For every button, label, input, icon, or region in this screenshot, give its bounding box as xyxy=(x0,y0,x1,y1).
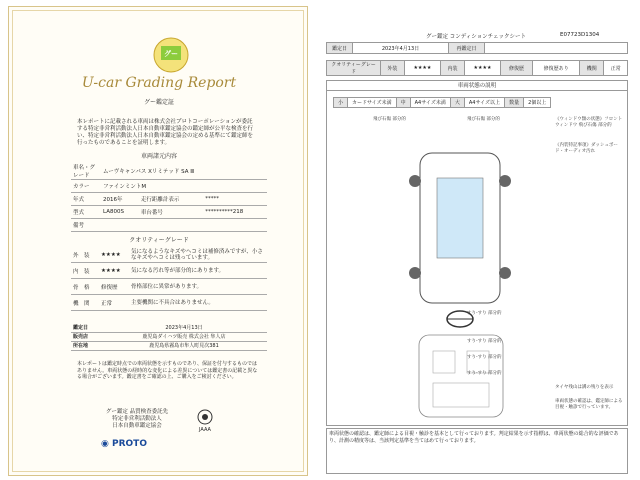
window-note: 《ウィンドウ類の状態》フロントウィンドウ 飛び石傷 部分的 xyxy=(555,117,623,128)
quality-section-title: クオリティーグレード xyxy=(129,237,189,244)
engine-label: 機関 xyxy=(580,61,604,76)
frame-value: 修復歴あり xyxy=(532,61,580,76)
goo-kantei-logo-icon xyxy=(153,37,189,73)
damage-note: 飛び石傷 部分的 xyxy=(467,117,500,122)
jaaa-logo xyxy=(185,409,225,433)
name-value: ムーヴキャンバス Xリミテッド SA Ⅲ xyxy=(101,163,267,180)
quality-row xyxy=(71,279,267,295)
interior-note: 《内装特記事項》ダッシュボード・オーディオ汚れ xyxy=(555,143,618,154)
year-value: 2016年 xyxy=(101,193,139,206)
inspection-date-label: 鑑定日 xyxy=(71,323,101,332)
name-label: 車名・グレード xyxy=(71,163,101,180)
association-name: グー鑑定 品質検査委託先 特定非営利活動法人 日本自動車鑑定協会 xyxy=(105,409,169,429)
damage-note: すり-すり 部分的 xyxy=(467,339,502,344)
remarks-label: 備考 xyxy=(71,219,101,232)
size-label: 小 xyxy=(334,98,348,107)
interior-label: 内装 xyxy=(441,61,465,76)
model-value: LA800S xyxy=(101,206,139,219)
report-title: U-car Grading Report xyxy=(81,75,237,91)
sheet-date-label: 鑑定日 xyxy=(327,43,353,54)
quality-row xyxy=(71,247,267,263)
car-top-view-icon xyxy=(395,143,525,323)
quality-label: 機 関 xyxy=(73,300,90,307)
vehicle-condition-diagram xyxy=(326,80,628,426)
model-label: 型式 xyxy=(71,206,101,219)
color-value: ファインミントM xyxy=(101,180,267,193)
frame-label: 修復歴 xyxy=(501,61,533,76)
sheet-header-table xyxy=(326,42,628,54)
tire-note: タイヤ残山は溝の残りを表示 xyxy=(555,385,614,390)
quality-text: 骨格部位に異常があります。 xyxy=(131,283,203,290)
quality-text: 気になる汚れ等が部分的にあります。 xyxy=(131,267,225,274)
diagram-title: 車両状態の説明 xyxy=(327,81,627,91)
vehicle-section-title: 車両諸元内容 xyxy=(140,153,177,160)
certificate-subtitle: グー鑑定証 xyxy=(143,99,174,106)
quality-stars: 修復歴 xyxy=(101,284,118,291)
jaaa-label: JAAA xyxy=(199,427,211,433)
sheet-bottom-note: 車両状態の確認は、鑑定師による目視・触診を基本として行っております。判定結果を示す指標は、車両状態の総合的な評価であり、計測の精度等は、当該判定基準を当てはめて行っております。 xyxy=(326,428,628,474)
quality-label: 骨 格 xyxy=(73,284,90,291)
vehicle-info-table xyxy=(71,163,267,232)
damage-note: すり-すり 部分的 xyxy=(467,355,502,360)
proto-logo xyxy=(101,439,147,449)
inspection-info-table xyxy=(71,323,267,351)
engine-value: 正常 xyxy=(604,61,628,76)
jaaa-emblem-icon xyxy=(197,409,213,425)
exterior-label: 外装 xyxy=(381,61,405,76)
svg-text:グー: グー xyxy=(164,50,178,58)
grading-certificate xyxy=(8,6,308,476)
certificate-intro: 本レポートに記載される車両は株式会社プロトコーポレーションが委託する特定非営利活動法人日本自動車鑑定協会の鑑定師が公平な検査を行い、特定非営利活動法人日本自動車鑑定協会の定める基準にて鑑定師を行ったものであることを証明します。 xyxy=(77,119,254,146)
damage-note: すり-すり 部分的 xyxy=(467,311,502,316)
address-value: 鹿児島県霧島市隼人町見次381 xyxy=(101,341,267,350)
size-label: 大 xyxy=(451,98,465,107)
grade-table xyxy=(326,60,628,76)
sheet-recheck-label: 再鑑定日 xyxy=(449,43,485,54)
quality-stars: ★★★★ xyxy=(101,251,121,258)
proto-logo-icon: ◉ xyxy=(101,439,109,449)
sheet-title: グー鑑定 コンディションチェックシート xyxy=(425,34,527,40)
quality-label: 内 装 xyxy=(73,268,90,275)
exterior-value: ★★★★ xyxy=(404,61,440,76)
quality-row xyxy=(71,295,267,311)
dealer-value: 鹿児島ダイハツ販売 株式会社 隼人店 xyxy=(101,332,267,341)
sheet-date-value: 2023年4月13日 xyxy=(353,43,449,54)
quality-text: 主要機関に不具合はありません。 xyxy=(131,299,214,306)
quality-grade-list xyxy=(71,247,267,311)
quality-label: 外 装 xyxy=(73,252,90,259)
chassis-label: 車台番号 xyxy=(139,206,203,219)
size-value: 2個以上 xyxy=(528,100,547,106)
quality-text: 気になるようなキズやヘコミは補修済みですが、小さなキズやヘコミは残っています。 xyxy=(131,248,263,261)
certificate-footnote: 本レポートは鑑定時点での車両状態を示すものであり、保証を付与するものではありません。車両状態の経時的な変化による差異については鑑定書の記載と異なる場合がございます。鑑定書をご確認の上、ご購入をご検討ください。 xyxy=(77,361,258,380)
size-value: カードサイズ未満 xyxy=(348,98,397,107)
inspection-method-note: 車両状態の確認は、鑑定師による目視・触診で行っています。 xyxy=(555,399,623,410)
size-label: 数量 xyxy=(505,98,524,107)
damage-note: 飛び石傷 部分的 xyxy=(373,117,406,122)
sheet-recheck-value xyxy=(485,43,628,54)
sheet-doc-id: E07723D1304 xyxy=(560,32,600,38)
proto-label: PROTO xyxy=(112,439,147,449)
mileage-label: 走行距離計表示 xyxy=(139,193,203,206)
quality-stars: 正常 xyxy=(101,300,113,307)
quality-row xyxy=(71,263,267,279)
dealer-label: 販売店 xyxy=(71,332,101,341)
address-label: 所在地 xyxy=(71,341,101,350)
year-label: 年式 xyxy=(71,193,101,206)
mileage-value: ***** xyxy=(203,193,267,206)
size-legend xyxy=(333,97,551,108)
size-value: A4サイズ未満 xyxy=(411,98,451,107)
chassis-value: **********218 xyxy=(203,206,267,219)
grade-label: クオリティーグレード xyxy=(327,61,381,76)
interior-value: ★★★★ xyxy=(464,61,500,76)
color-label: カラー xyxy=(71,180,101,193)
inspection-date-value: 2023年4月13日 xyxy=(101,323,267,332)
size-value: A4サイズ以上 xyxy=(465,98,505,107)
quality-stars: ★★★★ xyxy=(101,267,121,274)
damage-note: すり-すり 部分的 xyxy=(467,371,502,376)
size-label: 中 xyxy=(397,98,411,107)
